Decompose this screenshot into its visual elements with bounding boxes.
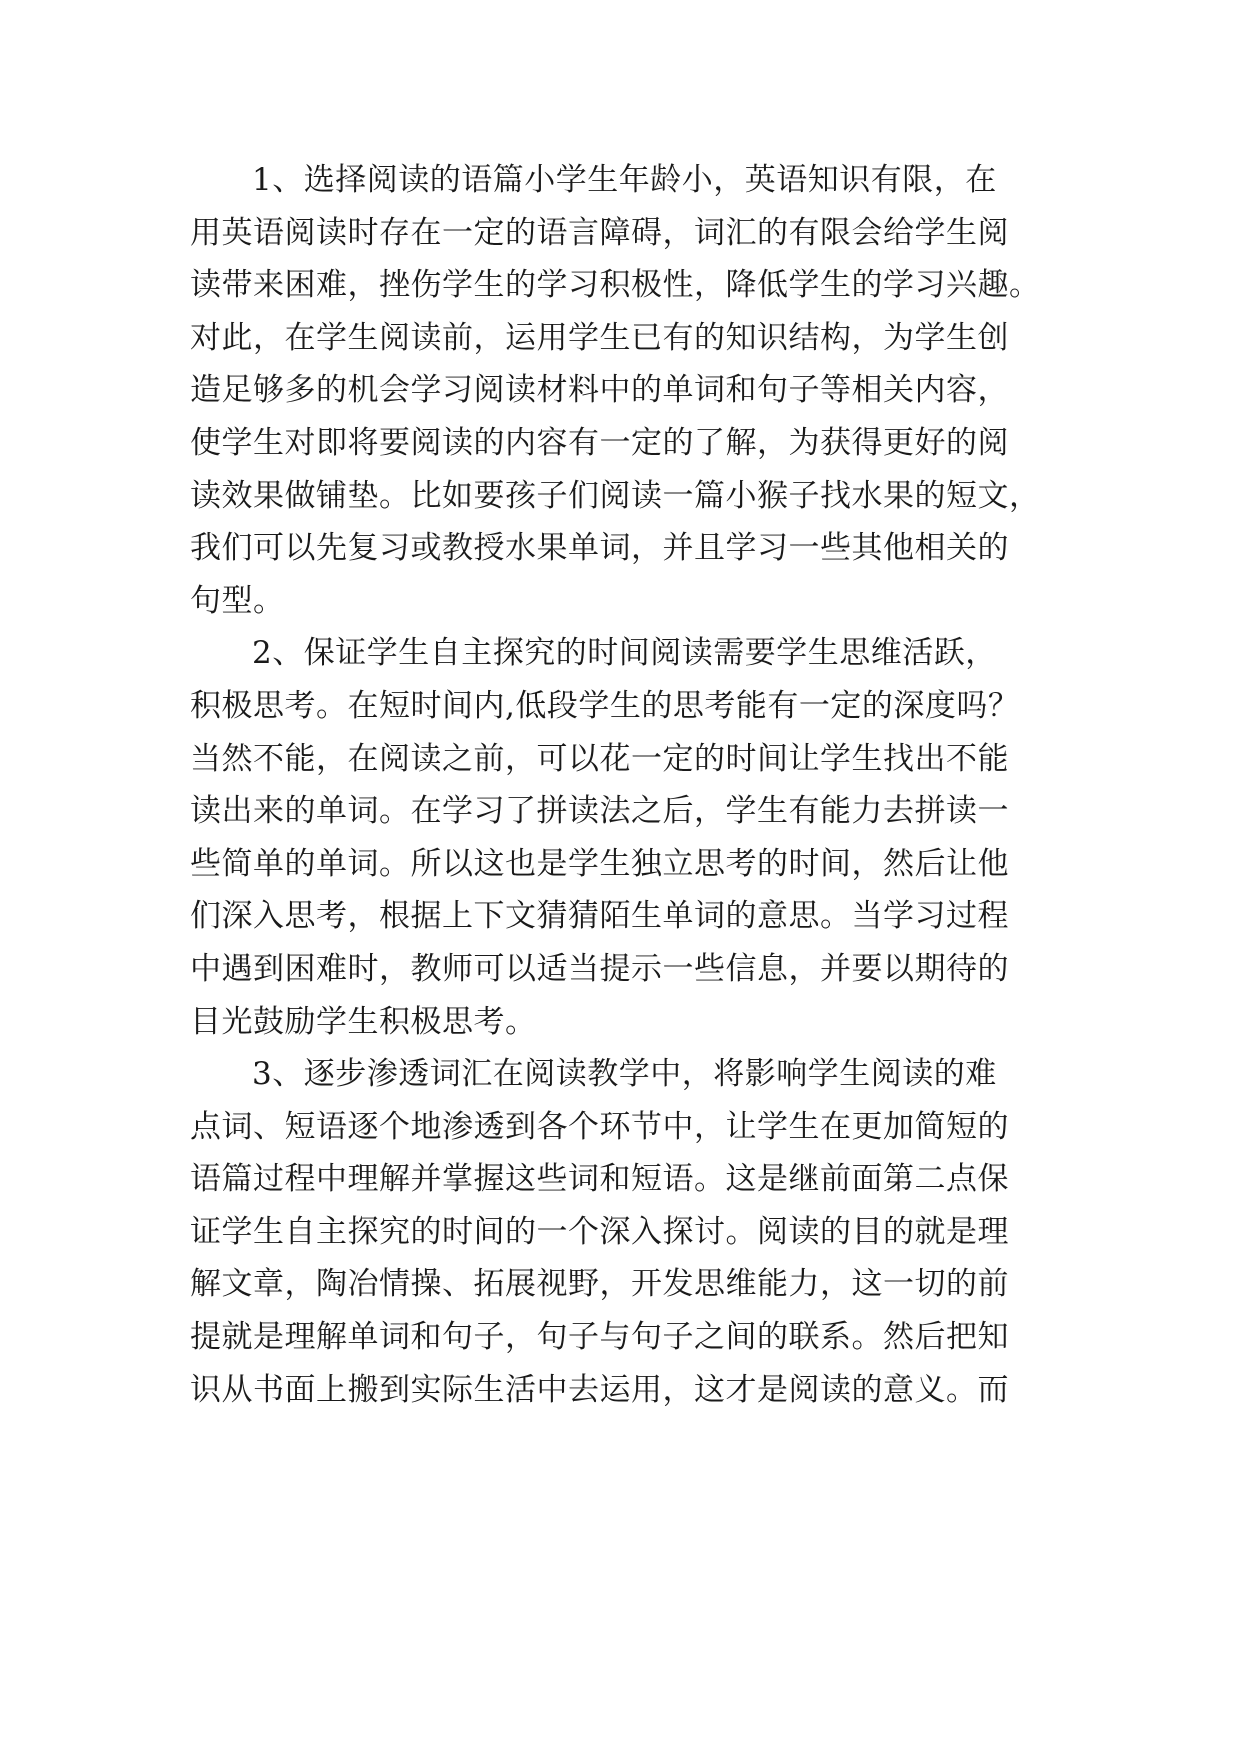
- text-line: 1、选择阅读的语篇小学生年龄小，英语知识有限，在: [252, 162, 997, 198]
- text-line: 2、保证学生自主探究的时间阅读需要学生思维活跃，: [252, 635, 997, 672]
- document-body: [190, 154, 1050, 1416]
- paragraph-2: [190, 627, 1050, 1048]
- text-line: 使学生对即将要阅读的内容有一定的了解，为获得更好的阅: [190, 424, 1009, 461]
- paragraph-3: [190, 1048, 1050, 1416]
- text-line: 提就是理解单词和句子，句子与句子之间的联系。然后把知: [190, 1319, 1009, 1356]
- text-line: 积极思考。在短时间内,低段学生的思考能有一定的深度吗？: [190, 687, 1020, 724]
- text-line: 当然不能，在阅读之前，可以花一定的时间让学生找出不能: [190, 740, 1009, 777]
- paragraph-1: [190, 154, 1050, 627]
- text-line: 们深入思考，根据上下文猜猜陌生单词的意思。当学习过程: [190, 898, 1009, 935]
- text-line: 解文章，陶冶情操、拓展视野，开发思维能力，这一切的前: [190, 1266, 1009, 1303]
- text-line: 点词、短语逐个地渗透到各个环节中，让学生在更加简短的: [190, 1108, 1009, 1145]
- text-line: 读出来的单词。在学习了拼读法之后，学生有能力去拼读一: [190, 793, 1009, 830]
- text-line: 我们可以先复习或教授水果单词，并且学习一些其他相关的: [190, 530, 1009, 567]
- text-line: 造足够多的机会学习阅读材料中的单词和句子等相关内容，: [190, 372, 1009, 409]
- text-line: 读效果做铺垫。比如要孩子们阅读一篇小猴子找水果的短文，: [190, 477, 1041, 514]
- text-line: 识从书面上搬到实际生活中去运用，这才是阅读的意义。而: [190, 1371, 1009, 1408]
- text-line: 用英语阅读时存在一定的语言障碍，词汇的有限会给学生阅: [190, 214, 1009, 251]
- text-line: 些简单的单词。所以这也是学生独立思考的时间，然后让他: [190, 845, 1009, 882]
- text-line: 句型。: [190, 582, 285, 619]
- text-line: 读带来困难，挫伤学生的学习积极性，降低学生的学习兴趣。: [190, 267, 1041, 304]
- text-line: 语篇过程中理解并掌握这些词和短语。这是继前面第二点保: [190, 1161, 1009, 1198]
- text-line: 目光鼓励学生积极思考。: [190, 1003, 537, 1040]
- text-line: 对此，在学生阅读前，运用学生已有的知识结构，为学生创: [190, 319, 1009, 356]
- text-line: 证学生自主探究的时间的一个深入探讨。阅读的目的就是理: [190, 1213, 1009, 1250]
- text-line: 中遇到困难时，教师可以适当提示一些信息，并要以期待的: [190, 950, 1009, 987]
- text-line: 3、逐步渗透词汇在阅读教学中，将影响学生阅读的难: [252, 1056, 997, 1093]
